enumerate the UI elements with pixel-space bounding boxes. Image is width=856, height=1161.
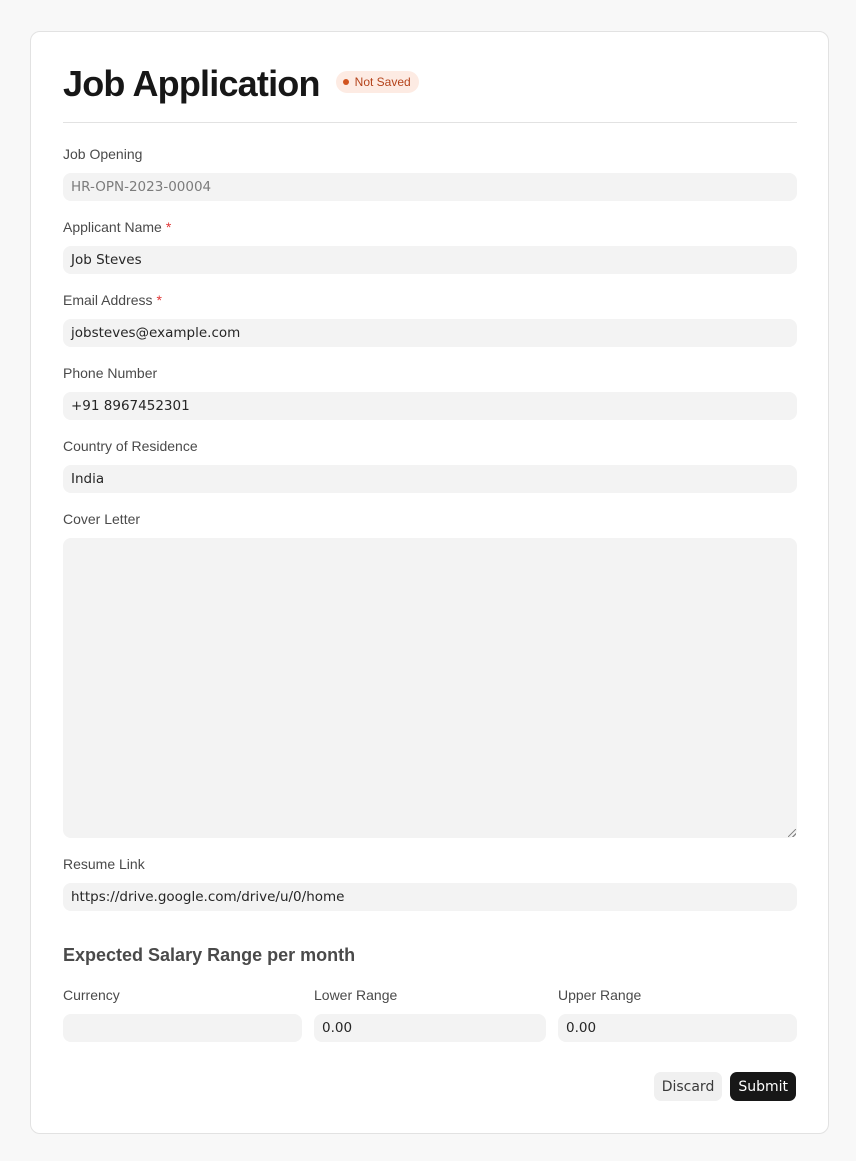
lower-range-input[interactable]: 0.00 xyxy=(314,1014,546,1042)
applicant-name-input[interactable]: Job Steves xyxy=(63,246,797,274)
required-mark: * xyxy=(165,219,172,235)
resume-link-input[interactable]: https://drive.google.com/drive/u/0/home xyxy=(63,883,797,911)
resume-link-field xyxy=(63,856,797,911)
phone-number-label: Phone Number xyxy=(63,365,158,381)
resize-grip-icon[interactable] xyxy=(788,829,796,837)
applicant-name-field xyxy=(63,219,797,274)
submit-button[interactable]: Submit xyxy=(730,1072,796,1101)
country-input[interactable]: India xyxy=(63,465,797,493)
job-opening-label: Job Opening xyxy=(63,146,143,162)
form-actions xyxy=(654,1072,796,1101)
form-header xyxy=(63,62,797,123)
job-application-card xyxy=(30,31,829,1134)
salary-section-title: Expected Salary Range per month xyxy=(63,945,356,965)
cover-letter-field xyxy=(63,511,797,838)
applicant-name-label: Applicant Name * xyxy=(63,219,172,235)
phone-number-input[interactable]: +91 8967452301 xyxy=(63,392,797,420)
status-badge xyxy=(336,71,419,93)
job-opening-field xyxy=(63,146,797,201)
email-address-input[interactable]: jobsteves@example.com xyxy=(63,319,797,347)
status-dot-icon xyxy=(343,79,349,85)
resume-link-label: Resume Link xyxy=(63,856,145,872)
upper-range-label: Upper Range xyxy=(558,987,642,1003)
discard-button[interactable]: Discard xyxy=(654,1072,723,1101)
phone-number-field xyxy=(63,365,797,420)
job-opening-input[interactable]: HR-OPN-2023-00004 xyxy=(63,173,797,201)
status-badge-label: Not Saved xyxy=(354,75,411,89)
cover-letter-label: Cover Letter xyxy=(63,511,141,527)
currency-input[interactable] xyxy=(63,1014,302,1042)
currency-label: Currency xyxy=(63,987,120,1003)
email-address-label: Email Address * xyxy=(63,292,162,308)
lower-range-label: Lower Range xyxy=(314,987,398,1003)
upper-range-field xyxy=(558,987,797,1042)
cover-letter-textarea[interactable] xyxy=(63,538,797,838)
email-address-field xyxy=(63,292,797,347)
country-field xyxy=(63,438,797,493)
currency-field xyxy=(63,987,302,1042)
lower-range-field xyxy=(314,987,546,1042)
page-title: Job Application xyxy=(63,63,320,104)
upper-range-input[interactable]: 0.00 xyxy=(558,1014,797,1042)
country-label: Country of Residence xyxy=(63,438,198,454)
required-mark: * xyxy=(156,292,162,308)
